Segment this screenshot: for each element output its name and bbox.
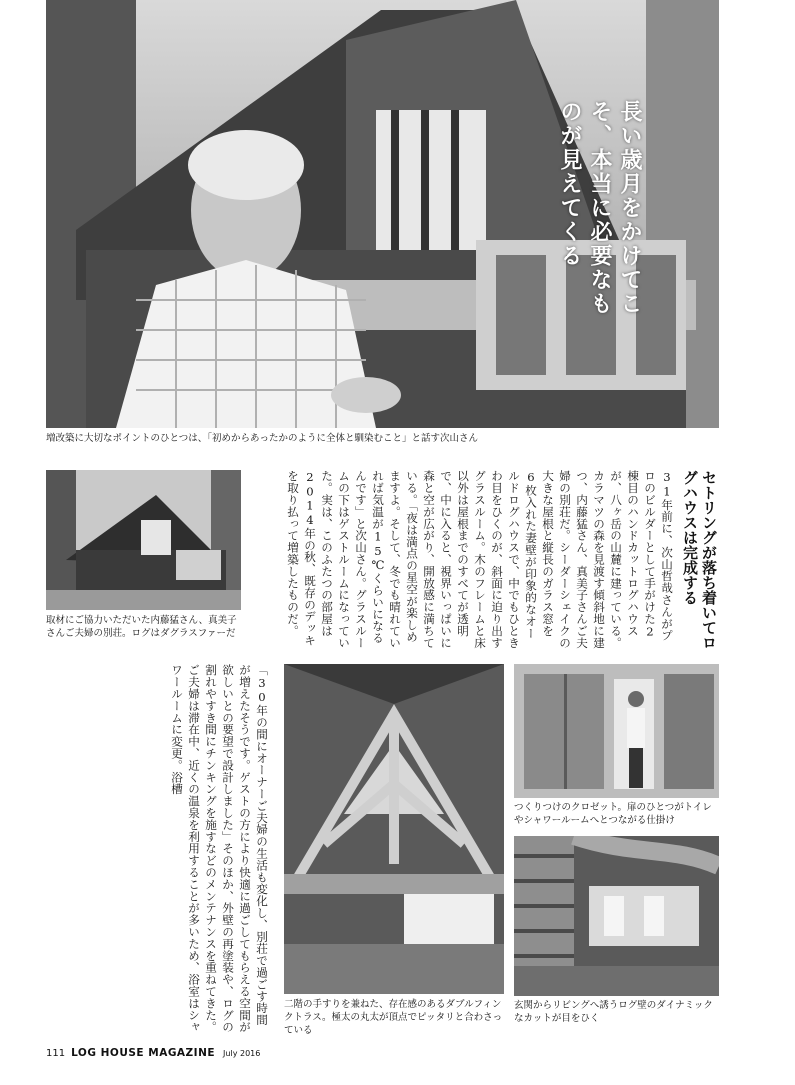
exterior-photo [46,470,241,610]
magazine-title: LOG HOUSE MAGAZINE [71,1047,216,1059]
hero-headline: 長い歳月をかけてこそ、本当に必要なものが見えてくる [557,100,643,316]
truss-photo [284,664,504,994]
exterior-caption: 取材にご協力いただいた内藤猛さん、真美子さんご夫婦の別荘。ログはダグラスファーだ [46,615,237,639]
closet-photo [514,664,719,798]
page-footer [46,1047,260,1059]
body-column-1: 31年前に、次山哲哉さんがプロのビルダーとして手がけた2棟目のハンドカットログハウスが、八ヶ岳の山麓に建っている。カラマツの森を見渡す傾斜地に建つ、内藤猛さん、真美子さんご夫婦の別荘だ。シーダーシェイクの大きな屋根と縦長のガラス窓を6枚入れた妻壁が印象的なオールドログハウスで、中でもひときわ目をひくのが、斜面に迫り出すグラスルーム。木のフレームと床以外は屋根までのすべてが透明で、中に入ると、視界いっぱいに森と空が広がり、開放感に満ちている。「夜は満点の星空が楽しめますよ。そして、冬でも晴れていれば気温が15℃くらいになるんです」と次山さん。グラスルームの下はゲストルームになっていた。実は、このふたつの部屋は2014年の秋、既存のデッキを取り払って増築したものだ。 [286,470,674,649]
closet-caption: つくりつけのクロゼット。扉のひとつがトイレやシャワールームへとつながる仕掛け [514,802,712,826]
issue-date: July 2016 [223,1049,261,1058]
section-heading: セトリングが落ち着いてログハウスは完成する [681,470,718,650]
page-number: 111 [46,1048,66,1059]
living-caption: 玄関からリビングへ誘うログ壁のダイナミックなカットが目をひく [514,1000,713,1024]
body-column-2: 「30年の間にオーナーご夫婦の生活も変化し、別荘で過ごす時間が増えたそうです。ゲストの方により快適に過ごしてもらえる空間が欲しいとの要望で設計しました」そのほか、外壁の再塗装や、ログの割れやすき間にチンキングを施すなどのメンテナンスを重ねてきた。ご夫婦は滞在中、近くの温泉を利用することが多いため、浴室はシャワールームに変更。浴槽 [170,664,269,1033]
living-photo [514,836,719,996]
truss-caption: 二階の手すりを兼ねた、存在感のあるダブルフィンクトラス。極太の丸太が頂点でピッタリと合わさっている [284,999,503,1036]
hero-caption: 増改築に大切なポイントのひとつは、「初めからあったかのように全体と馴染むこと」と話す次山さん [46,433,478,444]
